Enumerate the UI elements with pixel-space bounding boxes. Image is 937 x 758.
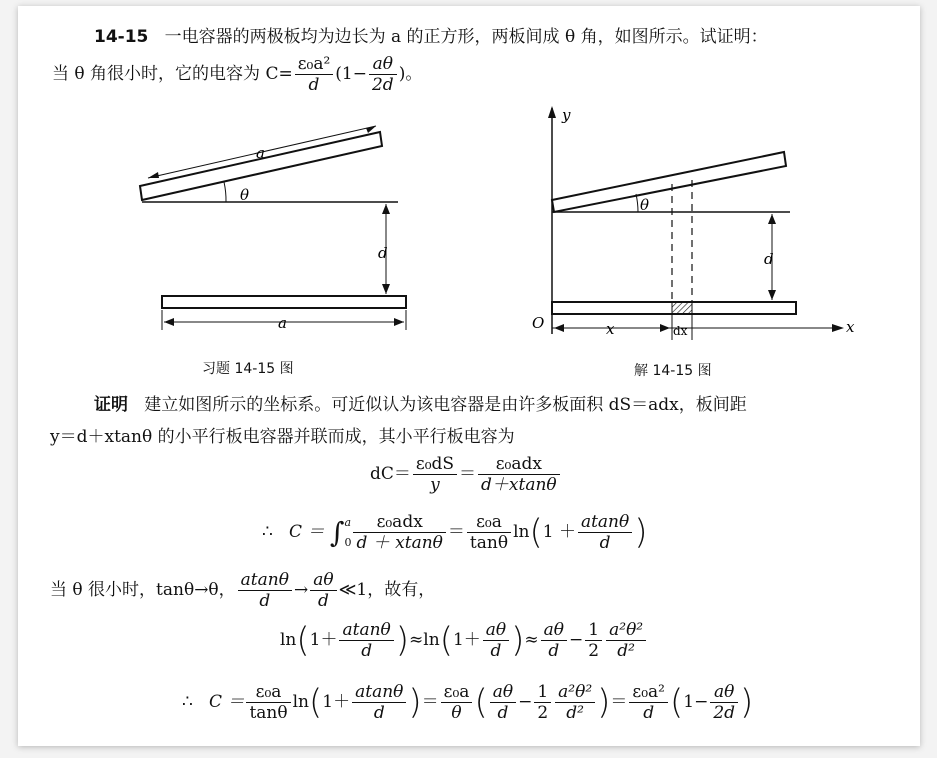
problem-line-1 <box>94 22 768 47</box>
label-dx: dx <box>673 324 688 338</box>
problem-formula-frac1: $\frac{\text{ε₀a²}}{d}$ <box>295 54 334 95</box>
label-origin: O <box>532 314 545 332</box>
solution-heading: 证明 <box>94 395 128 415</box>
figure-left-caption: 习题 14-15 图 <box>202 361 294 377</box>
bottom-plate <box>162 296 406 308</box>
right-theta-arc <box>636 194 638 212</box>
label-a-top: a <box>256 144 265 162</box>
problem-formula-frac2: $\frac{a\theta}{2d}$ <box>369 54 397 95</box>
equation-C-final: ∴ C ＝ $\frac{\text{ε₀a}}{\tan\theta}$ ln(1＋ $\frac{atan\theta}{d}$ )＝ $\frac{\text{ε₀a}}{\theta}$ ( $\frac{a\theta}{d}$ − $\frac{1}{2}$ $\frac{\text{a²θ²}}{\text{d²}}$ )＝ $\frac{\text{ε₀a²}}{d}$ (1− $\frac{a\theta}{2d}$ ) <box>182 682 754 723</box>
equation-dC: dC＝ $\frac{\text{ε₀dS}}{y}$ ＝ $\frac{\text{ε₀adx}}{d+xtan\theta}$ <box>370 454 562 495</box>
label-x-axis: x <box>846 318 855 336</box>
label-d-left: d <box>378 244 388 262</box>
solution-line-3: 当 θ 很小时，tanθ→θ， $\frac{atan\theta}{d}$ → $\frac{a\theta}{d}$ ≪1，故有， <box>50 570 436 611</box>
label-d-right: d <box>764 250 774 268</box>
textbook-page <box>18 6 920 746</box>
x-axis-arrow <box>832 324 844 332</box>
a-top-arrow-right <box>366 126 376 133</box>
figure-left-diagram <box>128 116 418 336</box>
problem-number: 14-15 <box>94 27 149 47</box>
problem-line-2 <box>52 54 422 95</box>
hatched-strip <box>672 302 692 314</box>
right-tilted-plate <box>552 152 786 212</box>
label-theta-left: θ <box>240 186 250 204</box>
equation-C-integral: ∴ C ＝ ∫ a 0 $\frac{\text{ε₀adx}}{d + xtan\theta}$ ＝ $\frac{\text{ε₀a}}{\tan\theta}$ ln(1 ＋ $\frac{atan\theta}{d}$ ) <box>262 512 648 553</box>
a-top-arrow-left <box>148 172 159 178</box>
label-a-bottom: a <box>278 314 287 332</box>
d-arrow-bottom <box>382 284 390 294</box>
solution-line-1 <box>94 390 747 415</box>
problem-formula-end: )。 <box>398 64 423 84</box>
label-y: y <box>562 106 571 124</box>
label-theta-right: θ <box>640 196 650 214</box>
problem-text-1: 一电容器的两极板均为边长为 a 的正方形，两板间成 θ 角，如图所示。试证明： <box>164 27 768 47</box>
tilted-plate <box>140 132 382 200</box>
label-x: x <box>606 320 615 338</box>
figure-right-caption: 解 14-15 图 <box>634 363 712 379</box>
solution-line-2: y＝d＋xtanθ 的小平行板电容器并联而成，其小平行板电容为 <box>50 427 515 447</box>
d-arrow-top <box>382 204 390 214</box>
y-axis-arrow <box>548 106 556 118</box>
equation-ln-approx: ln(1＋ $\frac{atan\theta}{d}$ )≈ln(1＋ $\frac{a\theta}{d}$ )≈ $\frac{a\theta}{d}$ − $\frac{1}{2}$ $\frac{\text{a²θ²}}{\text{d²}}$ <box>280 620 648 661</box>
problem-text-2: 当 θ 角很小时，它的电容为 C= <box>52 64 293 84</box>
solution-text-1: 建立如图所示的坐标系。可近似认为该电容器是由许多板面积 dS＝adx，板间距 <box>144 395 747 415</box>
problem-formula-mid: (1− <box>335 64 367 84</box>
figure-right-diagram <box>526 102 866 342</box>
theta-arc <box>224 182 226 202</box>
